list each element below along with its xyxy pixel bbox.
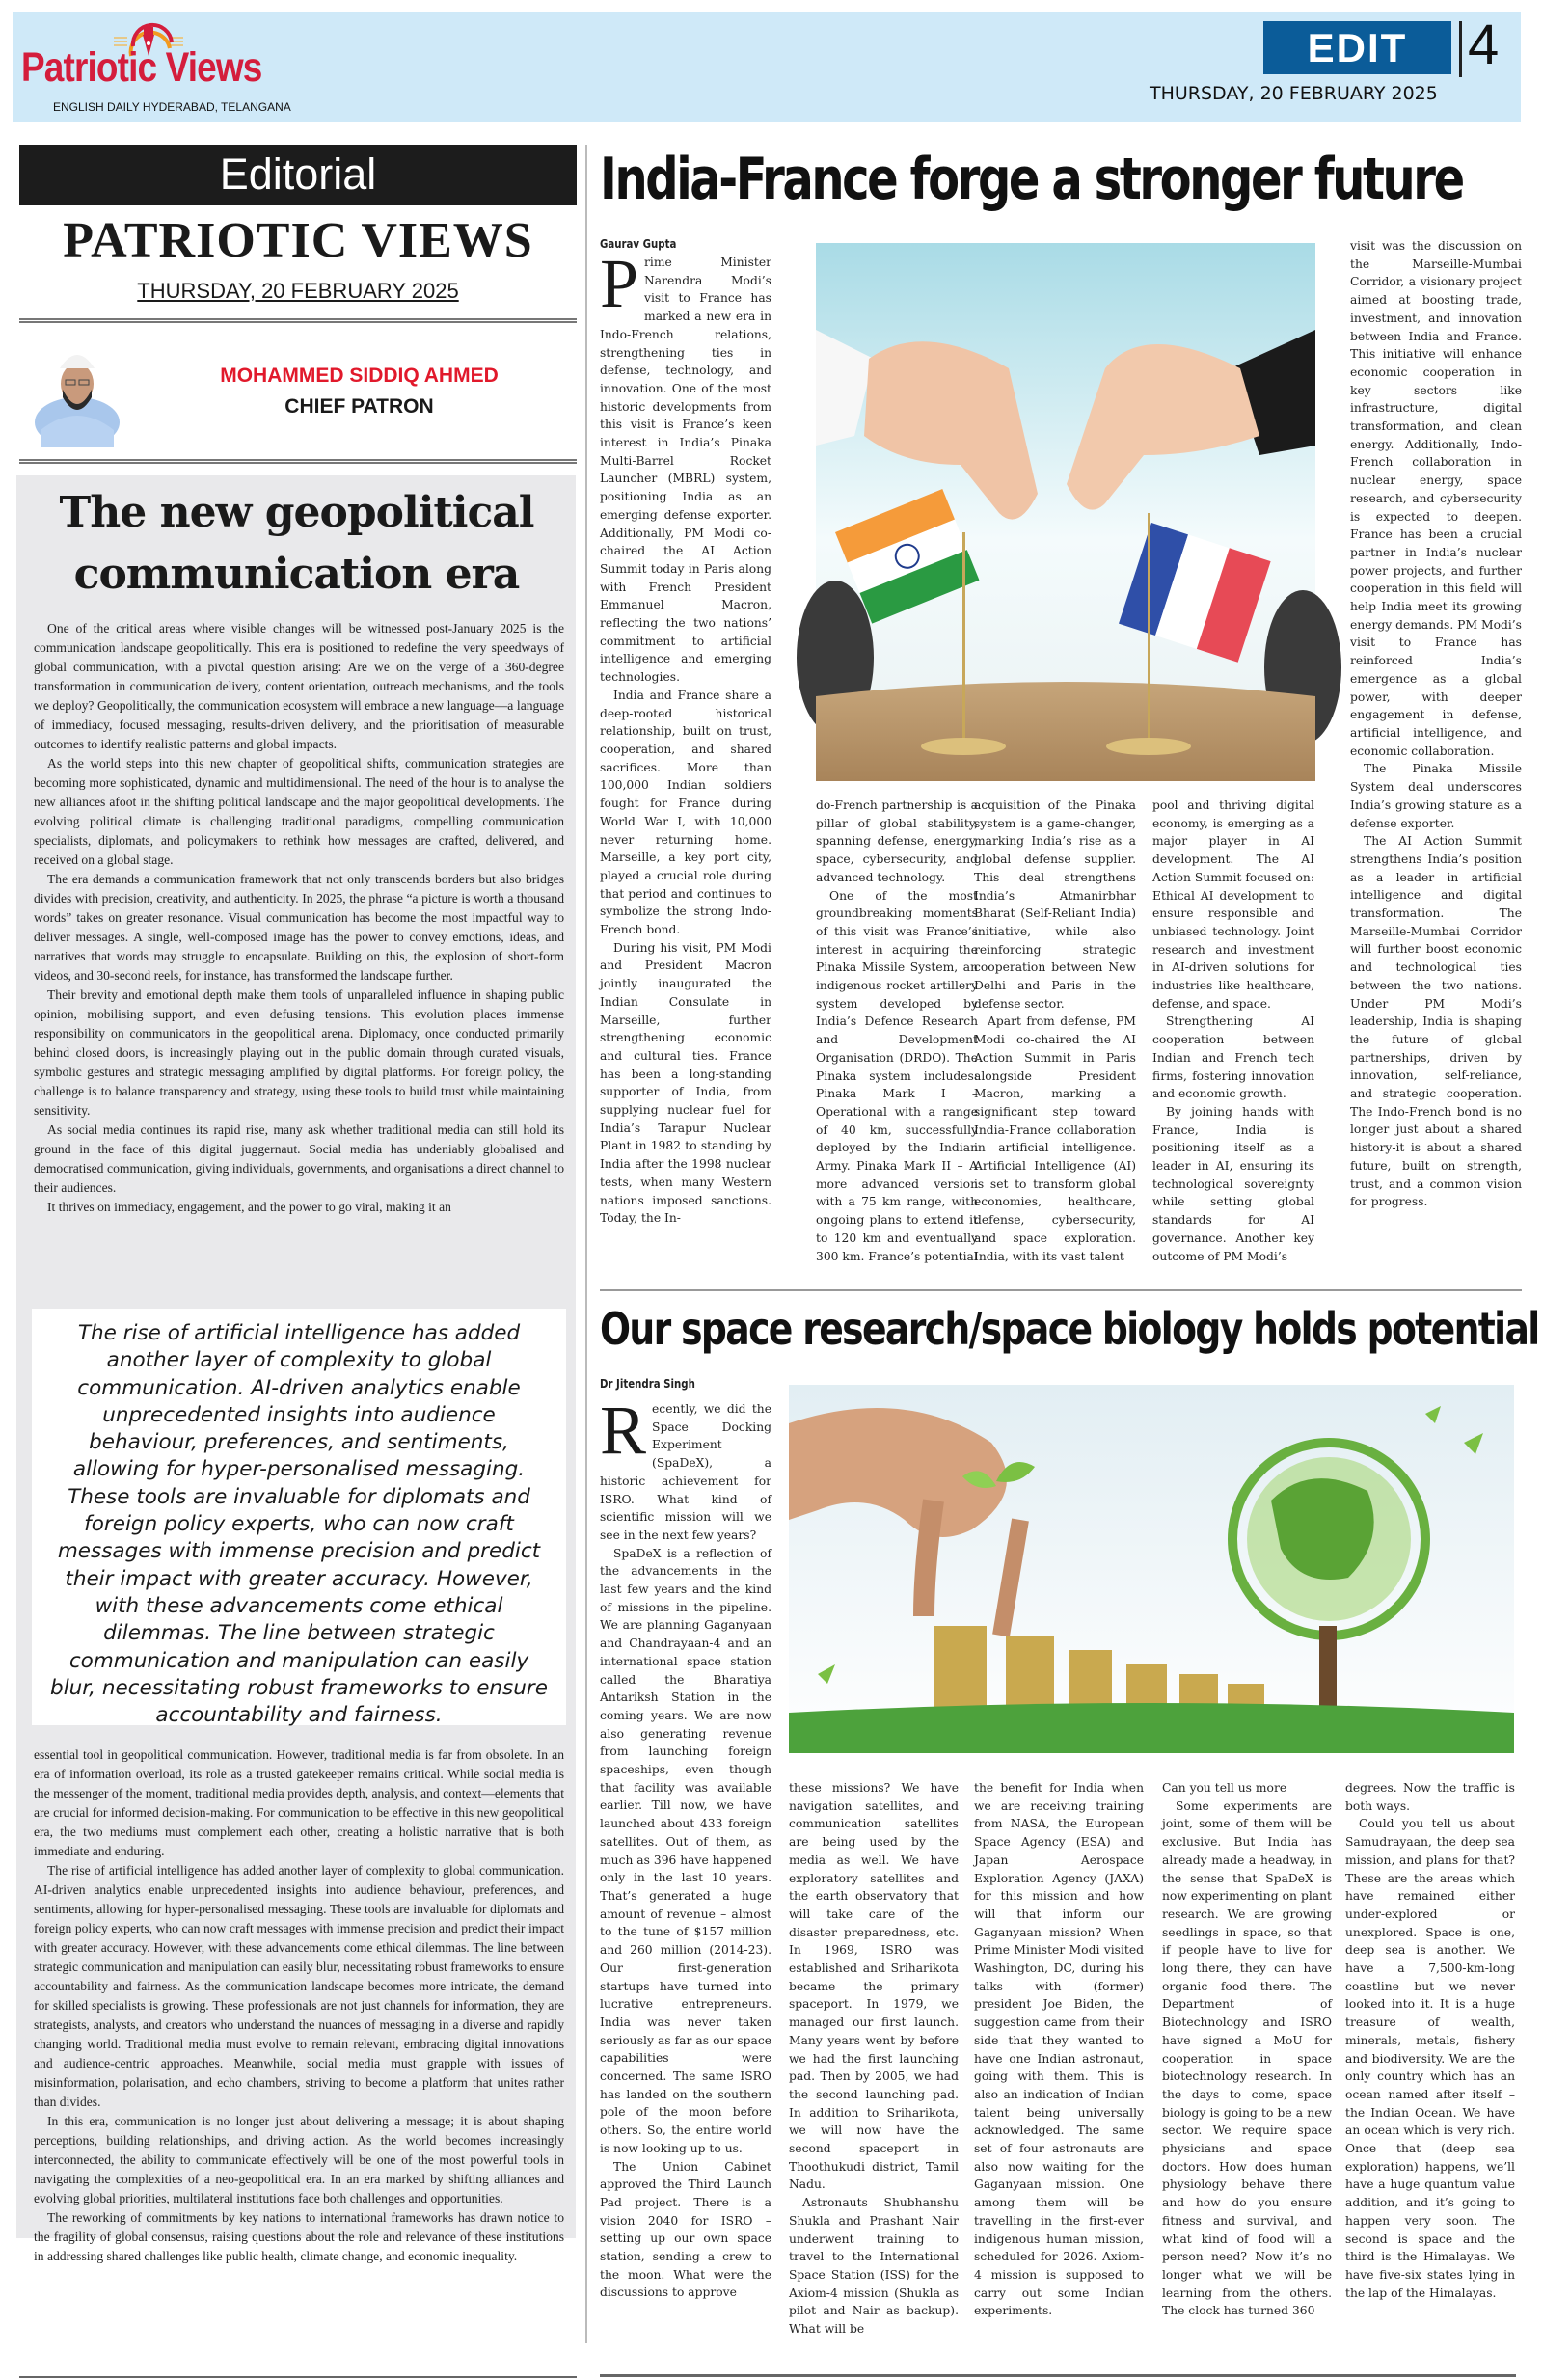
paragraph: The rise of artificial intelligence has added another layer of complexity to global communication. AI-driven analytics enable unprecedented insights into audience behaviour, preferences, and sentiments, allowing for hyper-personalised messaging. These tools are invaluable for diplomats and foreign policy experts, who can now craft messages with immense precision and predict their impact with greater accuracy. However, with these advancements come ethical dilemmas. The line between strategic communication and manipulation can easily blur, necessitating robust frameworks to ensure accountability and fairness. As the communication landscape becomes more intricate, the demand for skilled specialists is growing. These professionals are not just channels for information, they are strategists, analysts, and creators who understand the nuances of messaging in a diverse and rapidly changing world. Traditional media must evolve to remain relevant, embracing digital innovations and audience-centric approaches. Meanwhile, social media must grapple with issues of misinformation, polarisation, and echo chambers, striving to become a platform that unites rather than divides. (34, 1863, 564, 2109)
paragraph (600, 245, 772, 687)
divider (600, 2374, 1516, 2377)
column-divider (585, 145, 587, 2343)
paragraph: By joining hands with France, India is positioning itself as a leader in AI, ensuring its technological sovereignty while setting global standards for AI governance. Another key outcome of PM Modi’s (1152, 1104, 1314, 1263)
patron-role: CHIEF PATRON (284, 395, 434, 418)
page-number: 4 (1468, 14, 1500, 76)
handshake-flags-photo (816, 243, 1315, 781)
editorial-date-text: THURSDAY, 20 FEBRUARY 2025 (137, 279, 459, 303)
paragraph: As the world steps into this new chapter of geopolitical shifts, communication strategies are becoming more sophisticated, dynamic and multidimensional. The need of the hour is to analyse the new alliances afoot in the shifting political landscape and the major geopolitical developments. The evolving political climate is challenging traditional paradigms, compelling communication specialists, diplomats, and policymakers to rethink how messages are crafted, delivered, and received on a global stage. (34, 756, 564, 867)
paragraph: One of the most groundbreaking moments of this visit was France’s interest in acquiring the Pinaka Missile System, an indigenous rocket artillery system developed by India’s Defence Research and Development Organisation (DRDO). The Pinaka system includes: Pinaka Mark I – Operational with a range of 40 km, successfully deployed by the Indian Army. Pinaka Mark II – A more advanced version with a 75 km range, with ongoing plans to extend it to 120 km and eventually 300 km. France’s potential (816, 888, 978, 1263)
paragraph: India and France share a deep-rooted historical relationship, built on trust, cooperation, and shared sacrifices. More than 100,000 Indian soldiers fought for France during World War I, with 10,000 never returning home. Marseille, a key port city, played a crucial role during that period and continues to symbolize the strong Indo-French bond. (600, 688, 772, 937)
paragraph: acquisition of the Pinaka system is a game-changer, marking India’s rise as a global defense supplier. This deal strengthens India’s Atmanirbhar Bharat (Self-Reliant India) initiative, while also reinforcing strategic cooperation between New Delhi and Paris in the defense sector. (974, 798, 1136, 1011)
paragraph: these missions? We have navigation satellites, and communication satellites are being used by the media as well. We have exploratory satellites and the earth observatory that will take care of the disaster preparedness, etc. In 1969, ISRO was established and Sriharikota became the primary spaceport. In 1979, we managed our first launch. Many years went by before we had the first launching pad. Then by 2005, we had the second launching pad. In addition to Sriharikota, we will now have the second spaceport in Thoothukudi district, Tamil Nadu. (789, 1781, 959, 2192)
paragraph: Some experiments are joint, some of them will be exclusive. But India has already made a headway, in the sense that SpaDeX is now experimenting on plant research. We are growing seedlings in space, so that if people have to live for long there, they can have organic food there. The Department of Biotechnology and ISRO have signed a MoU for cooperation in space biotechnology research. In the days to come, space biology is going to be a new sector. We require space physicians and space doctors. How does human physiology behave there and how do you ensure fitness and survival, and what kind of food will a person need? Now it’s no longer what we will be learning from the others. The clock has turned 360 (1162, 1799, 1332, 2318)
article-column (974, 1779, 1144, 2358)
editorial-body-top (34, 619, 564, 1312)
paragraph: Astronauts Shubhanshu Shukla and Prashant Nair underwent training to travel to the International Space Station (ISS) for the Axiom-4 mission (Shukla as pilot and Nair as backup). What will be (789, 2196, 959, 2337)
article-column (974, 797, 1136, 1288)
paragraph: Strengthening AI cooperation between Indian and French tech firms, fostering innovation and economic growth. (1152, 1014, 1314, 1101)
drop-cap: P (600, 245, 639, 322)
editorial-date (19, 279, 577, 304)
paragraph: pool and thriving digital economy, is emerging as a major player in AI development. The AI Action Summit focused on: Ethical AI development to ensure responsible and unbiased technology. Joint research and investment in AI-driven solutions for industries like healthcare, defense, and space. (1152, 798, 1314, 1011)
paragraph: As social media continues its rapid rise, many ask whether traditional media can still hold its ground in the face of this digital juggernaut. Social media has undeniably globalised and democratised communication, giving individuals, governments, and organisations a direct channel to their audiences. (34, 1122, 564, 1195)
editorial-body-bottom (34, 1745, 564, 2263)
paragraph-text: ecently, we did the Space Docking Experiment (SpaDeX), a historic achievement for ISRO. What kind of scientific mission will we see in the next few years? (600, 1402, 772, 1542)
avatar (31, 334, 123, 447)
article-column (1152, 797, 1314, 1288)
paragraph: The Pinaka Missile System deal underscores India’s growing stature as a defense exporter. (1350, 762, 1522, 830)
coins-seedling-tree-photo (789, 1385, 1514, 1753)
article-column (600, 245, 772, 1285)
article-column (816, 797, 978, 1288)
article-column (1162, 1779, 1332, 2358)
paragraph: Apart from defense, PM Modi co-chaired the AI Action Summit in Paris alongside President Macron, marking a significant step toward India-France collaboration in artificial intelligence. Artificial Intelligence (AI) is set to transform global economies, healthcare, defense, cybersecurity, and space exploration. India, with its vast talent (974, 1014, 1136, 1263)
article-column (1345, 1779, 1515, 2358)
article-byline: Dr Jitendra Singh (600, 1377, 695, 1391)
paragraph: Can you tell us more (1162, 1781, 1287, 1795)
article-column (789, 1779, 959, 2358)
paragraph: SpaDeX is a reflection of the advancements in the last few years and the kind of missions in the pipeline. We are planning Gaganyaan and Chandrayaan-4 and an international space station called the Bharatiya Antariksh Station in the coming years. We are now also generating revenue from launching foreign spaceships, even though that facility was available earlier. Till now, we have launched about 433 foreign satellites. Out of them, as much as 396 have happened only in the last 10 years. That’s generated a huge amount of revenue – almost to the tune of $157 million and 260 million (2014-23). Our first-generation startups have turned into lucrative entrepreneurs. India was never taken seriously as far as our space capabilities were concerned. The same ISRO has landed on the southern pole of the moon before others. So, the entire world is now looking up to us. (600, 1546, 772, 2155)
article-headline: India-France forge a stronger future (600, 146, 1463, 213)
paragraph: essential tool in geopolitical communication. However, traditional media is far from obsolete. In an era of information overload, its role as a trusted gatekeeper remains critical. While social media is the messenger of the moment, traditional media provides depth, analysis, and context—elements that are crucial for informed decision-making. For communication to be effective in this new geopolitical era, the two mediums must complement each other, creating a holistic narrative that is both immediate and enduring. (34, 1747, 564, 1858)
divider (19, 459, 577, 464)
divider (600, 1289, 1522, 1291)
paragraph: The reworking of commitments by key nations to international frameworks has drawn notice to the fragility of global consensus, raising questions about the role and relevance of these institutions in addressing shared challenges like public health, climate change, and economic inequality. (34, 2210, 564, 2263)
paragraph: visit was the discussion on the Marseille-Mumbai Corridor, a visionary project aimed at boosting trade, investment, and innovation between India and France. This initiative will enhance economic cooperation in key sectors like infrastructure, digital transformation, and clean energy. Additionally, Indo-French collaboration in nuclear energy, space research, and cybersecurity is expected to deepen. France has been a crucial partner in India’s nuclear power projects, and further cooperation in this field will help India meet its growing energy demands. PM Modi’s visit to France has reinforced India’s emergence as a global power, with deeper engagement in defense, artificial intelligence, and economic collaboration. (1350, 239, 1522, 758)
divider (19, 318, 577, 323)
paragraph: One of the critical areas where visible changes will be witnessed post-January 2025 is the communication landscape geopolitically. This era is positioned to redefine the very speedways of global communication, with a pivotal question arising: Are we on the verge of a 360-degree transformation in communication delivery, content orientation, outreach mechanisms, and the tools we deploy? Geopolitically, the communication ecosystem will embrace a new language—a language of immediacy, focused messaging, results-driven delivery, and the prioritisation of measurable outcomes to identify realistic patterns and global impacts. (34, 621, 564, 751)
divider (19, 2376, 577, 2378)
paragraph: The AI Action Summit strengthens India’s position as a leader in artificial intelligence and digital transformation. The Marseille-Mumbai Corridor will further boost economic and technological ties between the two nations. Under PM Modi’s leadership, India is shaping the future of global partnerships, driven by innovation, self-reliance, and strategic cooperation. The Indo-French bond is no longer just about a shared history-it is about a shared future, built on strength, trust, and a common vision for progress. (1350, 834, 1522, 1209)
paragraph: It thrives on immediacy, engagement, and the power to go viral, making it an (47, 1200, 451, 1214)
article-byline: Gaurav Gupta (600, 237, 677, 251)
paragraph-text: rime Minister Narendra Modi’s visit to France has marked a new era in Indo-French relations, strengthening ties in defense, technology, and innovation. One of the most historic developments from this visit is France’s keen interest in India’s Pinaka Multi-Barrel Rocket Launcher (MBRL) system, positioning India as an emerging defense exporter. Additionally, PM Modi co-chaired the AI Action Summit today in Paris along with French President Emmanuel Macron, reflecting the two nations’ commitment to artificial intelligence and emerging technologies. (600, 256, 772, 685)
article-column (600, 1392, 772, 2360)
paragraph: During his visit, PM Modi and President Macron jointly inaugurated the Indian Consulate in Marseille, further strengthening economic and cultural ties. France has been a long-standing supporter of India, from supplying nuclear fuel for India’s Tarapur Nuclear Plant in 1982 to standing by India after the 1998 nuclear tests, when many Western nations imposed sanctions. Today, the In- (600, 940, 772, 1226)
article-column (1350, 237, 1522, 1288)
paragraph: Could you tell us about Samudrayaan, the deep sea mission, and plans for that? These are the areas which have remained either under-explored or unexplored. Space is one, deep sea is another. We have a 7,500-km-long coastline but we never looked into it. It is a huge treasure of wealth, minerals, metals, fishery and biodiversity. We are the only country which has an ocean named after itself – the Indian Ocean. We have an ocean which is very rich. Once that (deep sea exploration) happens, we’ll have a huge quantum value addition, and it’s going to happen very soon. The second is space and the third is the Himalayas. We have five-six states lying in the lap of the Himalayas. (1345, 1817, 1515, 2300)
paragraph (600, 1392, 772, 1545)
patron-name: MOHAMMED SIDDIQ AHMED (220, 365, 499, 387)
section-badge: EDIT (1263, 21, 1451, 74)
drop-cap: R (600, 1392, 647, 1469)
pull-quote: The rise of artificial intelligence has added another layer of complexity to global communication. AI-driven analytics enable unprecedented insights into audience behaviour, preferences, and sentiments, allowing for hyper-personalised messaging. These tools are invaluable for diplomats and foreign policy experts, who can now craft messages with immense precision and predict their impact with greater accuracy. However, with these advancements come ethical dilemmas. The line between strategic communication and manipulation can easily blur, necessitating robust frameworks to ensure accountability and fairness. (32, 1309, 566, 1725)
paragraph: The era demands a communication framework that not only transcends borders but also bridges divides with precision, creativity, and authenticity. In 2025, the phrase “a picture is worth a thousand words” takes on greater resonance. Visual communication has become the most impactful way to deliver messages. A single, well-composed image has the power to convey emotions, ideas, and narratives that words may struggle to encapsulate. Building on this, the explosion of short-form videos, and 30-second reels, for instance, has transformed the landscape further. (34, 872, 564, 983)
logo-wordmark: Patriotic Views (21, 44, 262, 91)
article-headline: Our space research/space biology holds potential (600, 1303, 1539, 1355)
masthead-date: THURSDAY, 20 FEBRUARY 2025 (1150, 83, 1438, 104)
editorial-banner: Editorial (19, 145, 577, 205)
paragraph: degrees. Now the traffic is both ways. (1345, 1781, 1515, 1813)
paper-name-title: PATRIOTIC VIEWS (63, 213, 533, 268)
editorial-headline: The new geopolitical communication era (59, 488, 534, 599)
paragraph: do-French partnership is a pillar of global stability, spanning defense, energy, space, cybersecurity, and advanced technology. (816, 798, 978, 884)
logo-tagline: ENGLISH DAILY HYDERABAD, TELANGANA (53, 100, 291, 114)
badge-divider (1459, 21, 1462, 77)
paragraph: Their brevity and emotional depth make them tools of unparalleled influence in shaping public opinion, mobilising support, and even defusing tensions. This evolution places immense responsibility on communicators in the geopolitical arena. Diplomacy, once conducted primarily behind closed doors, is increasingly playing out in the public domain through curated visuals, symbolic gestures and strategic messaging amplified by digital platforms. For foreign policy, the challenge is to balance transparency and strategy, using these tools to build trust while maintaining sensitivity. (34, 987, 564, 1118)
paragraph: the benefit for India when we are receiving training from NASA, the European Space Agency (ESA) and Japan Aerospace Exploration Agency (JAXA) for this mission and how will that inform our Gaganyaan mission? When Prime Minister Modi visited Washington, DC, during his talks with (former) president Joe Biden, the suggestion came from their side that they wanted to have one Indian astronaut, going with them. This is also an indication of Indian talent being universally acknowledged. The same set of four astronauts are also now waiting for the Gaganyaan mission. One among them will be travelling in the first-ever indigenous human mission, scheduled for 2026. Axiom-4 mission is supposed to carry out some Indian experiments. (974, 1781, 1144, 2318)
paragraph: The Union Cabinet approved the Third Launch Pad project. There is a vision 2040 for ISRO – setting up our own space station, sending a crew to the moon. What were the discussions to approve (600, 2159, 772, 2300)
paragraph: In this era, communication is no longer just about delivering a message; it is about shaping perceptions, building relationships, and driving action. As the world becomes increasingly interconnected, the ability to communicate effectively will be one of the most powerful tools in navigating the complexities of a neo-geopolitical era. In an era marked by shifting alliances and evolving global priorities, multilateral institutions face both challenges and opportunities. (34, 2114, 564, 2205)
